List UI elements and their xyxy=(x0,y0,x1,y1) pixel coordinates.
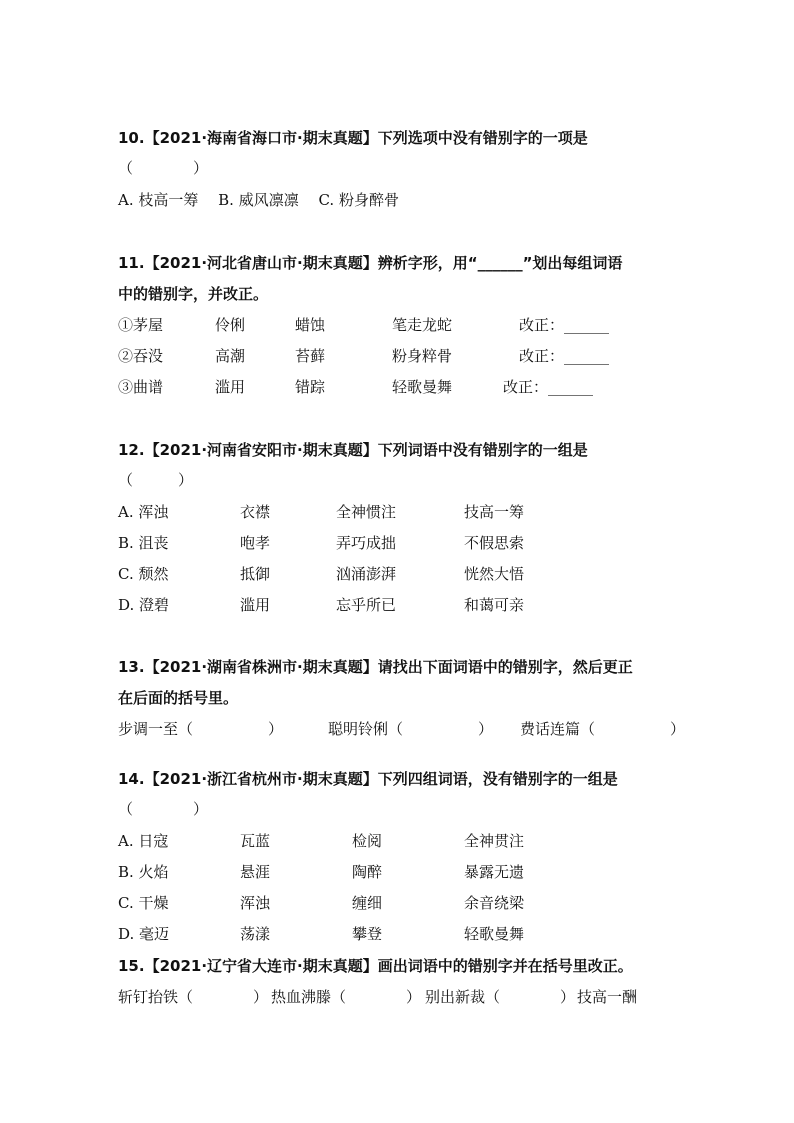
q14-option-a-word3: 检阅 xyxy=(352,832,383,850)
q11-row2-word1: ②吞没 xyxy=(118,347,164,365)
q15-item2: 热血沸滕（ ） xyxy=(271,988,422,1006)
q12-option-d-word3: 忘乎所已 xyxy=(336,596,397,614)
q14-option-b-word2: 悬涯 xyxy=(240,863,271,881)
q12-option-a-word4: 技高一筹 xyxy=(464,503,525,521)
question-12-answer-bracket: （ ） xyxy=(118,471,194,489)
q11-row2-word3: 苔藓 xyxy=(295,347,326,365)
q12-option-b-word3: 弄巧成拙 xyxy=(336,534,397,552)
q14-option-a-word2: 瓦蓝 xyxy=(240,832,271,850)
q11-row2-word2: 高潮 xyxy=(215,347,246,365)
question-15-stem: 15.【2021·辽宁省大连市·期末真题】画出词语中的错别字并在括号里改正。 xyxy=(118,957,633,975)
q14-option-b-word1: B. 火焰 xyxy=(118,863,169,881)
q12-option-b-word4: 不假思索 xyxy=(464,534,525,552)
q11-row1-word4: 笔走龙蛇 xyxy=(392,316,453,334)
q14-option-d-word2: 荡漾 xyxy=(240,925,271,943)
q11-row3-word2: 滥用 xyxy=(215,378,246,396)
q12-option-d-word1: D. 澄碧 xyxy=(118,596,170,614)
q11-row3-correction: 改正：______ xyxy=(503,378,594,396)
q11-row3-word4: 轻歌曼舞 xyxy=(392,378,453,396)
question-14-answer-bracket: （ ） xyxy=(118,800,209,818)
q12-option-c-word1: C. 颓然 xyxy=(118,565,169,583)
q12-option-d-word4: 和蔼可亲 xyxy=(464,596,525,614)
q14-option-d-word3: 攀登 xyxy=(352,925,383,943)
q14-option-a-word4: 全神贯注 xyxy=(464,832,525,850)
q13-item2: 聪明铃俐（ ） xyxy=(328,720,494,738)
q14-option-b-word4: 暴露无遗 xyxy=(464,863,525,881)
q11-row3-word3: 错踪 xyxy=(295,378,326,396)
q11-row1-correction: 改正：______ xyxy=(519,316,610,334)
q12-option-c-word2: 抵御 xyxy=(240,565,271,583)
q12-option-b-word2: 咆孝 xyxy=(240,534,271,552)
q14-option-c-word4: 余音绕梁 xyxy=(464,894,525,912)
question-10-answer-bracket: （ ） xyxy=(118,159,209,177)
q15-item1: 斩钉抬铁（ ） xyxy=(118,988,269,1006)
q11-row1-word2: 伶俐 xyxy=(215,316,246,334)
q12-option-d-word2: 滥用 xyxy=(240,596,271,614)
question-10-options: A. 枝高一筹 B. 威风凛凛 C. 粉身醉骨 xyxy=(118,191,399,209)
q13-item1: 步调一至（ ） xyxy=(118,720,284,738)
q15-item3: 别出新裁（ ） xyxy=(425,988,576,1006)
q12-option-a-word2: 衣襟 xyxy=(240,503,271,521)
q13-item3: 费话连篇（ ） xyxy=(520,720,686,738)
question-11-stem-cont: 中的错别字，并改正。 xyxy=(118,285,269,303)
q12-option-a-word1: A. 浑浊 xyxy=(118,503,169,521)
q12-option-c-word3: 汹涌澎湃 xyxy=(336,565,397,583)
q11-row1-word3: 蜡蚀 xyxy=(295,316,326,334)
q14-option-d-word4: 轻歌曼舞 xyxy=(464,925,525,943)
question-13-stem: 13.【2021·湖南省株洲市·期末真题】请找出下面词语中的错别字，然后更正 xyxy=(118,658,633,676)
q11-row2-correction: 改正：______ xyxy=(519,347,610,365)
question-12-stem: 12.【2021·河南省安阳市·期末真题】下列词语中没有错别字的一组是 xyxy=(118,441,588,459)
q11-row1-word1: ①茅屋 xyxy=(118,316,164,334)
q14-option-c-word2: 浑浊 xyxy=(240,894,271,912)
q12-option-a-word3: 全神惯注 xyxy=(336,503,397,521)
q14-option-d-word1: D. 毫迈 xyxy=(118,925,170,943)
q14-option-b-word3: 陶醉 xyxy=(352,863,383,881)
q14-option-c-word1: C. 干燥 xyxy=(118,894,169,912)
q11-row2-word4: 粉身粹骨 xyxy=(392,347,453,365)
q12-option-c-word4: 恍然大悟 xyxy=(464,565,525,583)
question-13-stem-cont: 在后面的括号里。 xyxy=(118,689,239,707)
q12-option-b-word1: B. 沮丧 xyxy=(118,534,169,552)
question-10-stem: 10.【2021·海南省海口市·期末真题】下列选项中没有错别字的一项是 xyxy=(118,129,588,147)
q14-option-a-word1: A. 日寇 xyxy=(118,832,169,850)
question-11-stem: 11.【2021·河北省唐山市·期末真题】辨析字形，用“______”划出每组词语 xyxy=(118,254,623,272)
q14-option-c-word3: 缠细 xyxy=(352,894,383,912)
question-14-stem: 14.【2021·浙江省杭州市·期末真题】下列四组词语，没有错别字的一组是 xyxy=(118,770,618,788)
q15-item4: 技高一酬 xyxy=(577,988,638,1006)
q11-row3-word1: ③曲谱 xyxy=(118,378,164,396)
